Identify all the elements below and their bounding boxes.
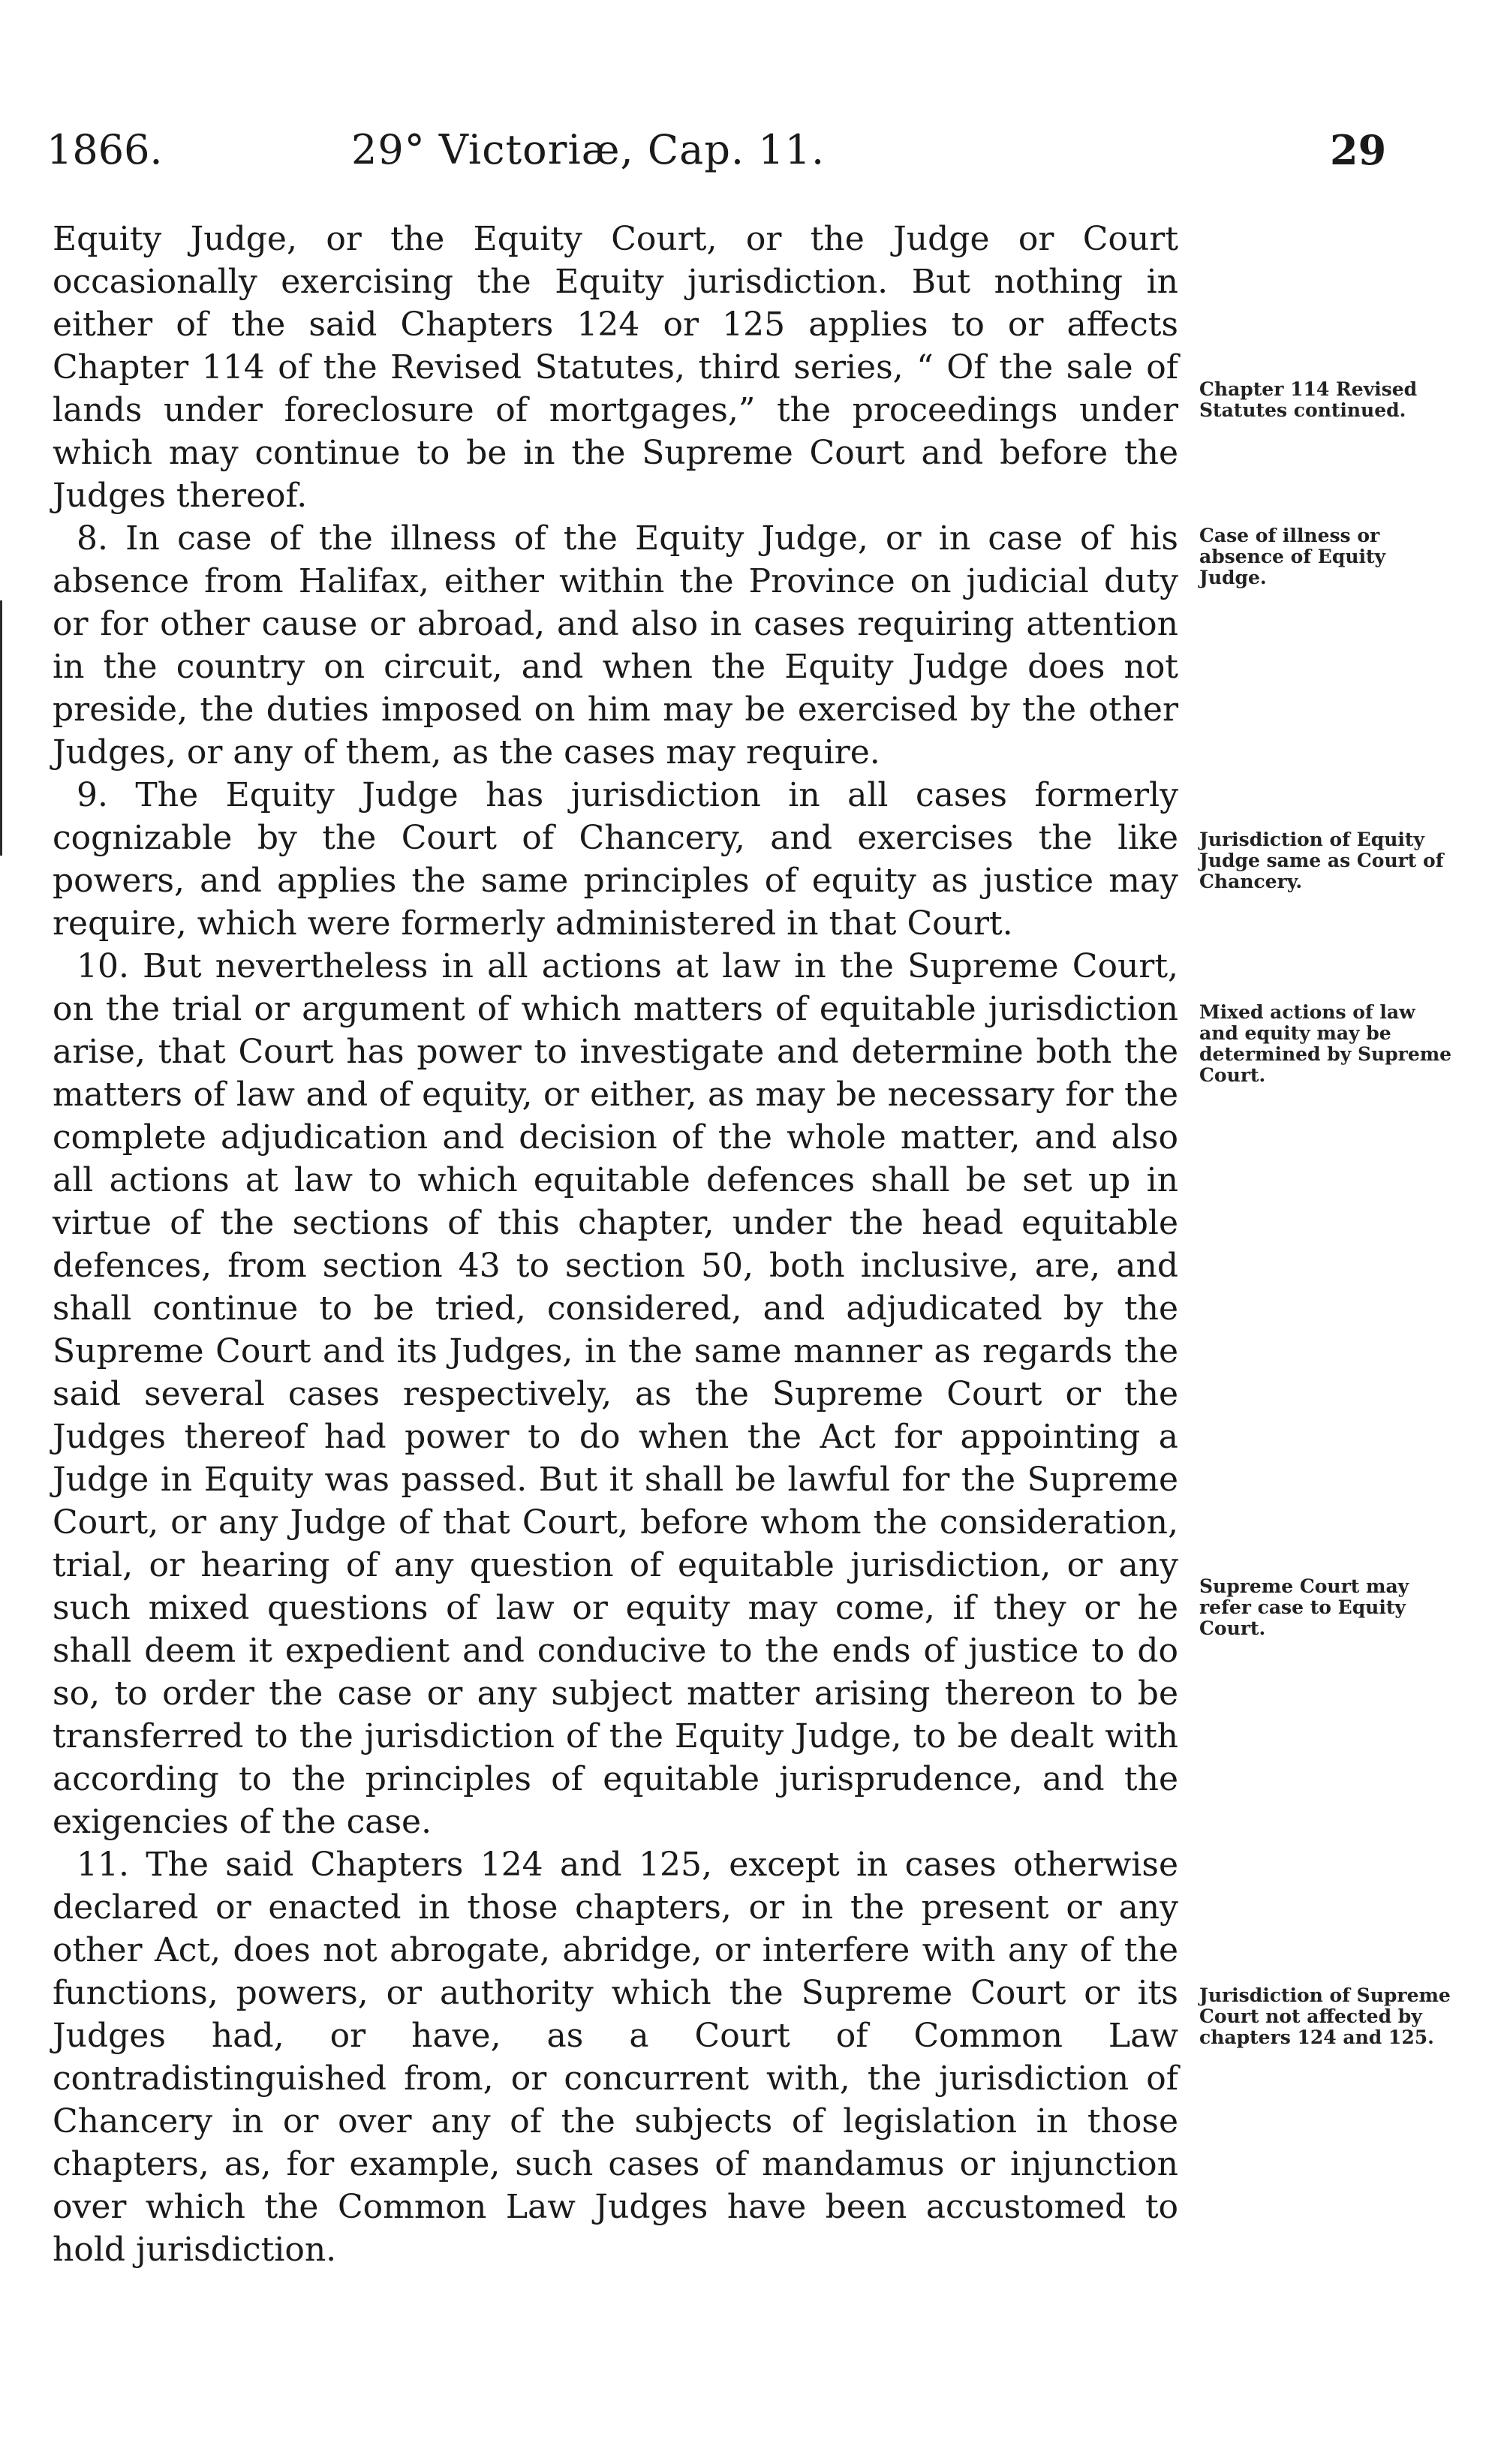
header-year: 1866. [47, 126, 163, 173]
section-11: 11. The said Chapters 124 and 125, except in cases otherwise declared or enacted in those chapters, or in the present or any other Act, does not abrogate, abridge, or interfere with any of the functions, powers, or authority which the Supreme Court or its Judges had, or have, as a Court of Common Law contradistinguished from, or concurrent with, the jurisdiction of Chancery in or over any of the subjects of legislation in those chapters, as, for example, such cases of mandamus or injunction over which the Common Law Judges have been accustomed to hold jurisdiction. [53, 1846, 1178, 2269]
header-title: 29° Victoriæ, Cap. 11. [351, 126, 826, 173]
page-number: 29 [1330, 126, 1387, 174]
scan-edge-mark [0, 600, 2, 856]
section-10: 10. But nevertheless in all actions at law in the Supreme Court, on the trial or argument of which matters of equitable jurisdiction arise, that Court has power to investigate and determine both the matters of law and of equity, or either, as may be necessary for the complete adjudication and decision of the whole matter, and also all actions at law to which equitable defences shall be set up in virtue of the sections of this chapter, under the head equitable defences, from section 43 to section 50, both inclusive, are, and shall continue to be tried, considered, and adjudicated by the Supreme Court and its Judges, in the same manner as regards the said several cases respectively, as the Supreme Court or the Judges thereof had power to do when the Act for appointing a Judge in Equity was passed. But it shall be lawful for the Supreme Court, or any Judge of that Court, before whom the consideration, trial, or hearing of any question of equitable jurisdiction, or any such mixed questions of law or equity may come, if they or he shall deem it expedient and conducive to the ends of justice to do so, to order the case or any subject matter arising thereon to be transferred to the jurisdiction of the Equity Judge, to be dealt with according to the principles of equitable jurisprudence, and the exigencies of the case. [53, 947, 1178, 1841]
margin-note-refer-case: Supreme Court may refer case to Equity Court. [1199, 1575, 1409, 1639]
paragraph-continuation: Equity Judge, or the Equity Court, or the Judge or Court occasionally exercising the Equity jurisdiction. But nothing in either of the said Chapters 124 or 125 applies to or affects Chapter 114 of the Revised Statutes, third series, “ Of the sale of lands under foreclosure of mortgages,” the proceedings under which may continue to be in the Supreme Court and before the Judges thereof. [53, 220, 1178, 515]
margin-note-illness: Case of illness or absence of Equity Judge. [1199, 525, 1386, 588]
margin-note-supreme-court: Jurisdiction of Supreme Court not affected by chapters 124 and 125. [1199, 1984, 1451, 2048]
section-9: 9. The Equity Judge has jurisdiction in all cases formerly cognizable by the Court of Chancery, and exercises the like powers, and applies the same principles of equity as justice may require, which were formerly administered in that Court. [53, 776, 1178, 943]
margin-note-jurisdiction-equity: Jurisdiction of Equity Judge same as Court of Chancery. [1199, 829, 1444, 892]
body-text [53, 218, 1178, 2271]
margin-note-chapter-114: Chapter 114 Revised Statutes continued. [1199, 378, 1418, 421]
margin-note-mixed-actions: Mixed actions of law and equity may be determined by Supreme Court. [1199, 1001, 1452, 1086]
section-8: 8. In case of the illness of the Equity Judge, or in case of his absence from Halifax, either within the Province on judicial duty or for other cause or abroad, and also in cases requiring attention in the country on circuit, and when the Equity Judge does not preside, the duties imposed on him may be exercised by the other Judges, or any of them, as the cases may require. [53, 519, 1178, 772]
